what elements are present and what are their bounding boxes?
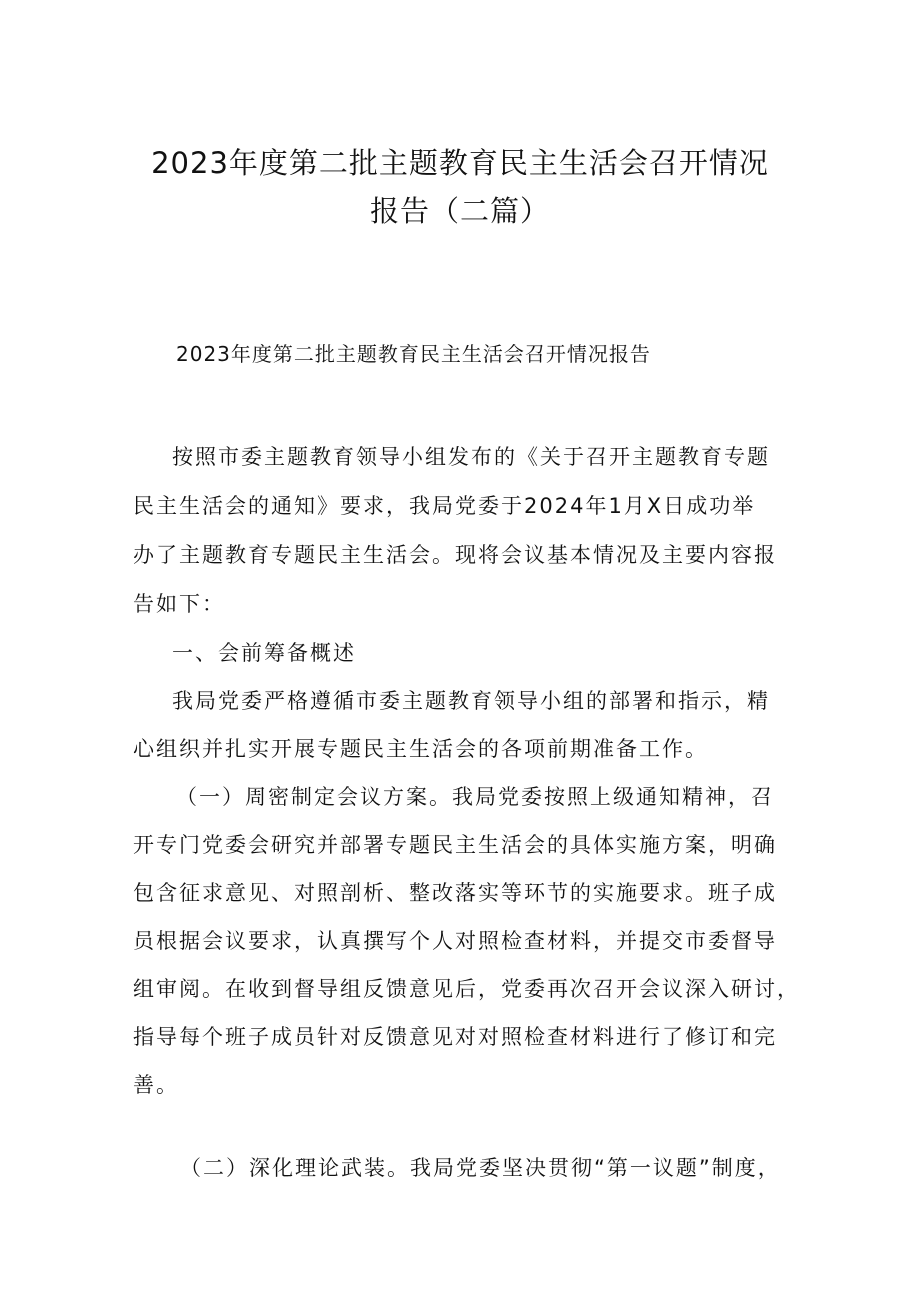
body-line: 一、会前筹备概述 xyxy=(172,641,356,665)
body-line: 组审阅。在收到督导组反馈意见后，党委再次召开会议深入研讨， xyxy=(133,977,800,1001)
document-title-line-1: 2023年度第二批主题教育民主生活会召开情况 xyxy=(151,146,769,180)
body-line: 开专门党委会研究并部署专题民主生活会的具体实施方案，明确 xyxy=(133,833,777,857)
body-line: 指导每个班子成员针对反馈意见对对照检查材料进行了修订和完 xyxy=(133,1025,777,1049)
body-line: 员根据会议要求，认真撰写个人对照检查材料，并提交市委督导 xyxy=(133,929,777,953)
body-line: 告如下： xyxy=(133,592,225,616)
section-heading: 2023年度第二批主题教育民主生活会召开情况报告 xyxy=(176,342,651,366)
body-line: 善。 xyxy=(133,1073,179,1097)
body-line: 包含征求意见、对照剖析、整改落实等环节的实施要求。班子成 xyxy=(133,881,777,905)
body-line: 我局党委严格遵循市委主题教育领导小组的部署和指示，精 xyxy=(172,689,770,713)
body-line: 民主生活会的通知》要求，我局党委于2024年1月X日成功举 xyxy=(133,494,756,518)
body-line: 办了主题教育专题民主生活会。现将会议基本情况及主要内容报 xyxy=(133,543,777,567)
body-line: 按照市委主题教育领导小组发布的《关于召开主题教育专题 xyxy=(172,445,770,469)
document-title-line-2: 报告（二篇） xyxy=(369,194,550,228)
body-line: （一）周密制定会议方案。我局党委按照上级通知精神，召 xyxy=(176,785,774,809)
body-line: 心组织并扎实开展专题民主生活会的各项前期准备工作。 xyxy=(133,737,708,761)
body-line: （二）深化理论武装。我局党委坚决贯彻“第一议题”制度， xyxy=(180,1156,781,1180)
